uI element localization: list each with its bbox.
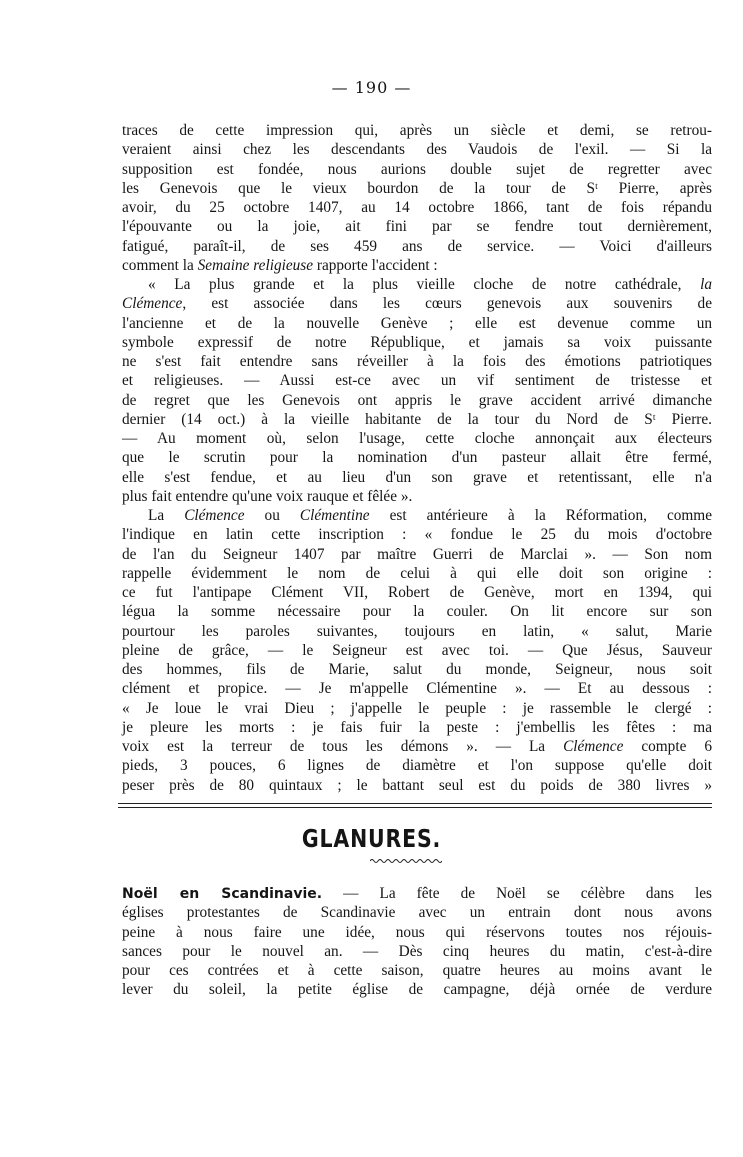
text-line — [122, 179, 712, 198]
line-text: compte 6 — [623, 738, 712, 755]
bell-article-text — [122, 121, 712, 795]
line-text: ou — [244, 507, 300, 524]
line-text: des hommes, fils de Marie, salut du monde, Seigneur, nous soit — [122, 661, 712, 678]
italic-text: Clémentine — [299, 507, 370, 524]
line-text: veraient ainsi chez les descendants des Vaudois de l'exil. — Si la — [122, 141, 712, 159]
line-text: symbole expressif de notre République, et jamais sa voix puissante — [122, 333, 712, 351]
text-line — [122, 564, 712, 583]
text-line — [122, 294, 712, 313]
line-text: voix est la terreur de tous les démons ». — La — [122, 738, 564, 755]
line-text: sances pour le nouvel an. — Dès cinq heures du matin, c'est-à-dire — [122, 942, 712, 960]
text-line — [122, 506, 712, 525]
text-line — [122, 275, 712, 294]
line-text: avoir, du 25 octobre 1407, au 14 octobre 1866, tant de fois répandu — [122, 199, 712, 216]
text-line — [122, 160, 712, 179]
text-line — [122, 237, 712, 256]
line-text: , est associée dans les cœurs genevois aux souvenirs de — [182, 295, 712, 313]
text-line — [122, 903, 712, 922]
line-text: fatigué, paraît-il, de ses 459 ans de service. — Voici d'ailleurs — [122, 237, 712, 255]
text-line — [122, 776, 712, 795]
section-divider-top — [118, 803, 712, 804]
text-line — [122, 525, 712, 544]
line-text: La — [148, 507, 185, 524]
text-line — [122, 352, 712, 371]
text-line — [122, 923, 712, 942]
text-line — [122, 602, 712, 621]
text-line — [122, 487, 712, 506]
line-text: de regret que les Genevois ont appris le grave accident arrivé dimanche — [122, 391, 712, 409]
text-line — [122, 942, 712, 961]
line-text: « La plus grande et la plus vieille cloche de notre cathédrale, — [148, 276, 701, 293]
italic-text: la — [700, 276, 712, 293]
line-text: plus fait entendre qu'une voix rauque et fêlée ». — [122, 487, 413, 505]
line-text: pieds, 3 pouces, 6 lignes de diamètre et l'on suppose qu'elle doit — [122, 757, 712, 775]
line-text: les Genevois que le vieux bourdon de la tour de Sᵗ Pierre, après — [122, 179, 712, 197]
text-line — [122, 121, 712, 140]
title-ornament — [370, 858, 442, 864]
line-text: rapporte l'accident : — [313, 256, 438, 274]
text-line — [122, 641, 712, 660]
text-line — [122, 699, 712, 718]
text-line — [122, 545, 712, 564]
line-text: l'ancienne et de la nouvelle Genève ; elle est devenue comme un — [122, 314, 712, 332]
line-text: pourtour les paroles suivantes, toujours en latin, « salut, Marie — [122, 622, 712, 640]
italic-text: Clémence — [184, 507, 245, 524]
text-line — [122, 429, 712, 448]
text-line — [122, 583, 712, 602]
line-text: elle s'est fendue, et au lieu d'un son grave et retentissant, elle n'a — [122, 468, 712, 486]
line-text: — La fête de Noël se célèbre dans les — [322, 885, 713, 902]
line-text: que le scrutin pour la nomination d'un pasteur allait être fermé, — [122, 449, 712, 467]
line-text: de l'an du Seigneur 1407 par maître Guerri de Marclai ». — Son nom — [122, 545, 712, 563]
line-text: supposition est fondée, nous aurions double sujet de regretter avec — [122, 160, 712, 178]
line-text: est antérieure à la Réformation, comme — [369, 507, 712, 524]
line-text: l'épouvante ou la joie, ait fini par se fendre tout dernièrement, — [122, 218, 712, 236]
italic-text: Clémence — [563, 738, 624, 755]
line-text: ce fut l'antipape Clément VII, Robert de Genève, mort en 1394, qui — [122, 584, 712, 601]
line-text: comment la — [122, 256, 198, 274]
text-line — [122, 961, 712, 980]
line-text: « Je loue le vrai Dieu ; j'appelle le peuple : je rassemble le clergé : — [122, 699, 712, 717]
text-line — [122, 391, 712, 410]
glanures-text — [122, 884, 712, 1000]
text-line — [122, 718, 712, 737]
line-text: lever du soleil, la petite église de campagne, déjà ornée de verdure — [122, 981, 712, 999]
text-line — [122, 448, 712, 467]
text-line — [122, 468, 712, 487]
line-text: — Au moment où, selon l'usage, cette cloche annonçait aux électeurs — [122, 430, 712, 447]
line-text: légua la somme nécessaire pour la couler. On lit encore sur son — [122, 603, 712, 621]
text-line — [122, 622, 712, 641]
line-text: pleine de grâce, — le Seigneur est avec toi. — Que Jésus, Sauveur — [122, 641, 712, 659]
line-text: rappelle évidemment le nom de celui à qui elle doit son origine : — [122, 564, 712, 582]
text-line — [122, 410, 712, 429]
section-title: GLANURES. — [301, 824, 442, 853]
line-text: églises protestantes de Scandinavie avec un entrain dont nous avons — [122, 904, 712, 922]
text-line — [122, 198, 712, 217]
line-text: l'indique en latin cette inscription : « fondue le 25 du mois d'octobre — [122, 526, 712, 544]
run-in-heading: Noël en Scandinavie. — [122, 886, 323, 902]
text-line — [122, 980, 712, 999]
line-text: traces de cette impression qui, après un siècle et demi, se retrou- — [122, 122, 712, 139]
text-line — [122, 217, 712, 236]
line-text: pour ces contrées et à cette saison, quatre heures au moins avant le — [122, 962, 712, 979]
line-text: peine à nous faire une idée, nous qui réservons toutes nos réjouis- — [122, 923, 712, 941]
text-line — [122, 256, 712, 275]
text-line — [122, 737, 712, 756]
page-number: — 190 — — [331, 78, 412, 97]
line-text: clément et propice. — Je m'appelle Clémentine ». — Et au dessous : — [122, 680, 712, 698]
italic-text: Clémence — [122, 295, 183, 313]
line-text: et religieuses. — Aussi est-ce avec un vif sentiment de tristesse et — [122, 372, 712, 390]
text-line — [122, 756, 712, 775]
text-line — [122, 371, 712, 390]
line-text: je pleure les morts : je fais fuir la peste : j'embellis les fêtes : ma — [122, 718, 712, 736]
italic-text: Semaine religieuse — [197, 256, 314, 274]
line-text: ne s'est fait entendre sans réveiller à la fois des émotions patriotiques — [122, 353, 712, 370]
text-line — [122, 679, 712, 698]
text-line — [122, 884, 712, 903]
section-divider-bottom — [118, 807, 712, 808]
text-line — [122, 314, 712, 333]
line-text: dernier (14 oct.) à la vieille habitante de la tour du Nord de Sᵗ Pierre. — [122, 410, 712, 428]
line-text: peser près de 80 quintaux ; le battant seul est du poids de 380 livres » — [122, 776, 712, 794]
text-line — [122, 140, 712, 159]
text-line — [122, 333, 712, 352]
text-line — [122, 660, 712, 679]
